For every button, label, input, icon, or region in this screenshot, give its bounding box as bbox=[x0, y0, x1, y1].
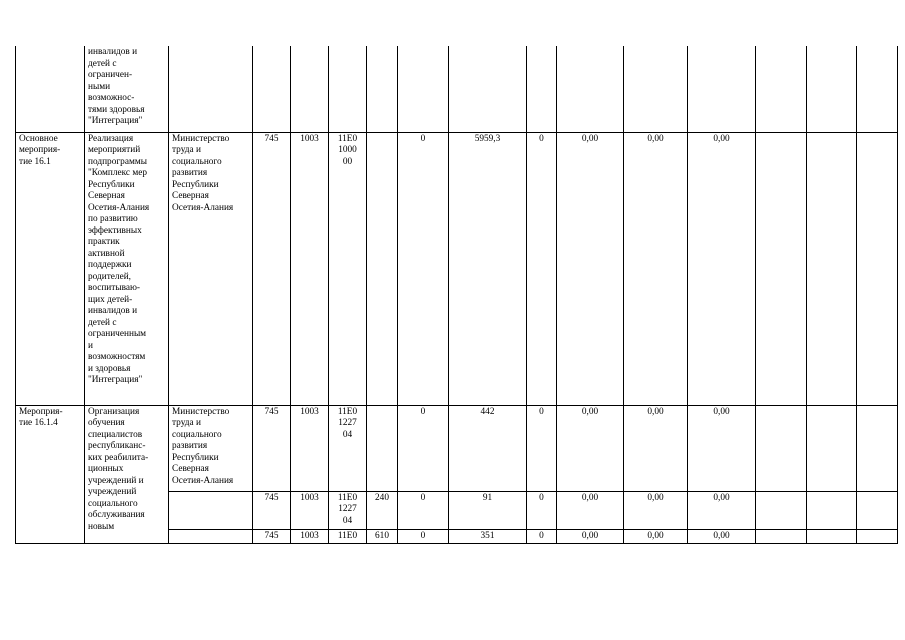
cell-value: 442 bbox=[449, 405, 527, 491]
cell-value: 351 bbox=[449, 529, 527, 544]
budget-table bbox=[15, 46, 898, 544]
cell-value bbox=[807, 491, 857, 529]
cell-value bbox=[624, 46, 688, 132]
cell-value bbox=[807, 132, 857, 405]
cell-csr: 11Е0 bbox=[329, 529, 367, 544]
cell-executor: Министерство труда и социального развития Республики Северная Осетия-Алания bbox=[169, 132, 253, 405]
cell-value: 0,00 bbox=[688, 529, 756, 544]
cell-value bbox=[756, 132, 807, 405]
cell-value bbox=[857, 529, 898, 544]
cell-value: 0,00 bbox=[557, 491, 624, 529]
cell-value: 0,00 bbox=[688, 405, 756, 491]
cell-grbs: 745 bbox=[253, 491, 291, 529]
cell-vr bbox=[367, 132, 398, 405]
cell-value bbox=[756, 46, 807, 132]
cell-value bbox=[857, 405, 898, 491]
cell-rzpr: 1003 bbox=[291, 405, 329, 491]
cell-event-name: инвалидов и детей с ограничен- ными возможнос- тями здоровья "Интеграция" bbox=[85, 46, 169, 132]
cell-value: 0,00 bbox=[624, 491, 688, 529]
cell-value: 0 bbox=[527, 491, 557, 529]
cell-value bbox=[807, 405, 857, 491]
cell-value: 0 bbox=[527, 529, 557, 544]
cell-value bbox=[807, 46, 857, 132]
cell-grbs: 745 bbox=[253, 529, 291, 544]
cell-value bbox=[449, 46, 527, 132]
cell-value bbox=[857, 46, 898, 132]
cell-value: 0,00 bbox=[688, 132, 756, 405]
cell-value bbox=[756, 405, 807, 491]
cell-value: 0 bbox=[527, 132, 557, 405]
cell-grbs: 745 bbox=[253, 132, 291, 405]
cell-event-code bbox=[16, 46, 85, 132]
cell-rzpr: 1003 bbox=[291, 491, 329, 529]
cell-event-code: Основное мероприя- тие 16.1 bbox=[16, 132, 85, 405]
cell-value bbox=[857, 132, 898, 405]
cell-csr: 11Е0 1227 04 bbox=[329, 491, 367, 529]
table-row bbox=[16, 46, 898, 132]
cell-value bbox=[756, 491, 807, 529]
cell-event-name: Организация обучения специалистов республиканс- ких реабилита- ционных учреждений и учреждений социального обслуживания новым bbox=[85, 405, 169, 544]
cell-value: 0,00 bbox=[624, 529, 688, 544]
cell-vr bbox=[367, 46, 398, 132]
cell-value bbox=[557, 46, 624, 132]
cell-event-code: Мероприя- тие 16.1.4 bbox=[16, 405, 85, 544]
cell-csr bbox=[329, 46, 367, 132]
cell-rzpr: 1003 bbox=[291, 529, 329, 544]
cell-value: 0,00 bbox=[557, 132, 624, 405]
table-row bbox=[16, 132, 898, 405]
cell-event-name: Реализация мероприятий подпрограммы "Комплекс мер Республики Северная Осетия-Алания по развитию эффективных практик активной поддержки родителей, воспитываю- щих детей- инвалидов и детей с ограниченным и возможностям и здоровья "Интеграция" bbox=[85, 132, 169, 405]
cell-grbs: 745 bbox=[253, 405, 291, 491]
cell-grbs bbox=[253, 46, 291, 132]
cell-value: 0,00 bbox=[624, 132, 688, 405]
cell-csr: 11Е0 1227 04 bbox=[329, 405, 367, 491]
cell-value: 91 bbox=[449, 491, 527, 529]
cell-value: 0,00 bbox=[557, 529, 624, 544]
cell-value: 0,00 bbox=[688, 491, 756, 529]
cell-rzpr: 1003 bbox=[291, 132, 329, 405]
cell-vr: 240 bbox=[367, 491, 398, 529]
cell-value: 0,00 bbox=[557, 405, 624, 491]
cell-value: 0 bbox=[398, 491, 449, 529]
cell-executor bbox=[169, 46, 253, 132]
cell-value: 0 bbox=[398, 132, 449, 405]
cell-value bbox=[527, 46, 557, 132]
cell-value: 0,00 bbox=[624, 405, 688, 491]
cell-vr bbox=[367, 405, 398, 491]
cell-value: 0 bbox=[398, 529, 449, 544]
cell-vr: 610 bbox=[367, 529, 398, 544]
cell-value: 5959,3 bbox=[449, 132, 527, 405]
cell-value bbox=[398, 46, 449, 132]
cell-executor bbox=[169, 529, 253, 544]
cell-value: 0 bbox=[398, 405, 449, 491]
cell-executor bbox=[169, 491, 253, 529]
cell-value bbox=[857, 491, 898, 529]
cell-rzpr bbox=[291, 46, 329, 132]
cell-value: 0 bbox=[527, 405, 557, 491]
cell-value bbox=[807, 529, 857, 544]
cell-value bbox=[688, 46, 756, 132]
cell-csr: 11Е0 1000 00 bbox=[329, 132, 367, 405]
cell-value bbox=[756, 529, 807, 544]
table-row bbox=[16, 405, 898, 491]
cell-executor: Министерство труда и социального развития Республики Северная Осетия-Алания bbox=[169, 405, 253, 491]
